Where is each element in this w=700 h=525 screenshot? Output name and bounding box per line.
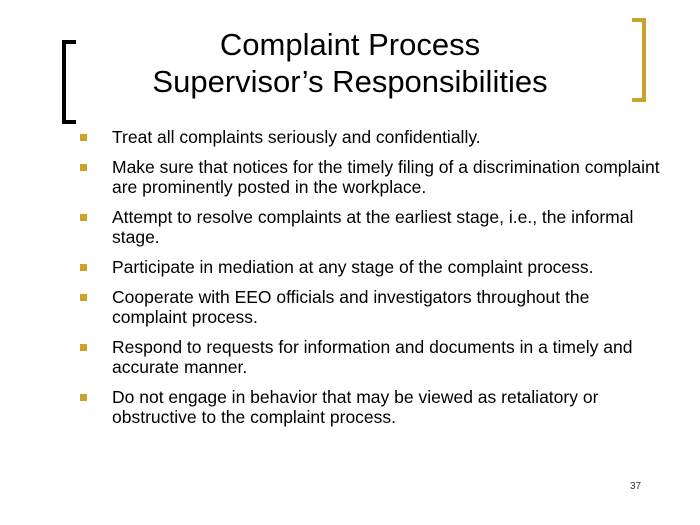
bullet-list bbox=[78, 127, 668, 437]
square-bullet-icon bbox=[80, 294, 87, 301]
bullet-item bbox=[78, 207, 668, 247]
bullet-item bbox=[78, 127, 668, 147]
left-bracket-decoration bbox=[62, 40, 76, 124]
square-bullet-icon bbox=[80, 394, 87, 401]
bullet-text: Participate in mediation at any stage of the complaint process. bbox=[112, 257, 594, 277]
bullet-text: Treat all complaints seriously and confidentially. bbox=[112, 127, 481, 147]
bullet-text: Do not engage in behavior that may be viewed as retaliatory or obstructive to the complaint process. bbox=[112, 387, 599, 427]
slide-title-line-1: Complaint Process bbox=[219, 27, 481, 62]
bullet-item bbox=[78, 337, 668, 377]
bullet-text: Make sure that notices for the timely filing of a discrimination complaint are prominently posted in the workplace. bbox=[112, 157, 660, 197]
bullet-item bbox=[78, 257, 668, 277]
bullet-item bbox=[78, 287, 668, 327]
page-number: 37 bbox=[630, 481, 642, 492]
bullet-item bbox=[78, 387, 668, 427]
bullet-text: Cooperate with EEO officials and investigators throughout the complaint process. bbox=[112, 287, 590, 327]
square-bullet-icon bbox=[80, 344, 87, 351]
bullet-text: Respond to requests for information and documents in a timely and accurate manner. bbox=[112, 337, 633, 377]
slide-title bbox=[90, 26, 610, 100]
right-bracket-decoration bbox=[632, 18, 646, 102]
bullet-text: Attempt to resolve complaints at the earliest stage, i.e., the informal stage. bbox=[112, 207, 634, 247]
square-bullet-icon bbox=[80, 134, 87, 141]
bullet-item bbox=[78, 157, 668, 197]
square-bullet-icon bbox=[80, 264, 87, 271]
square-bullet-icon bbox=[80, 164, 87, 171]
slide-title-line-2: Supervisor’s Responsibilities bbox=[152, 64, 548, 99]
square-bullet-icon bbox=[80, 214, 87, 221]
